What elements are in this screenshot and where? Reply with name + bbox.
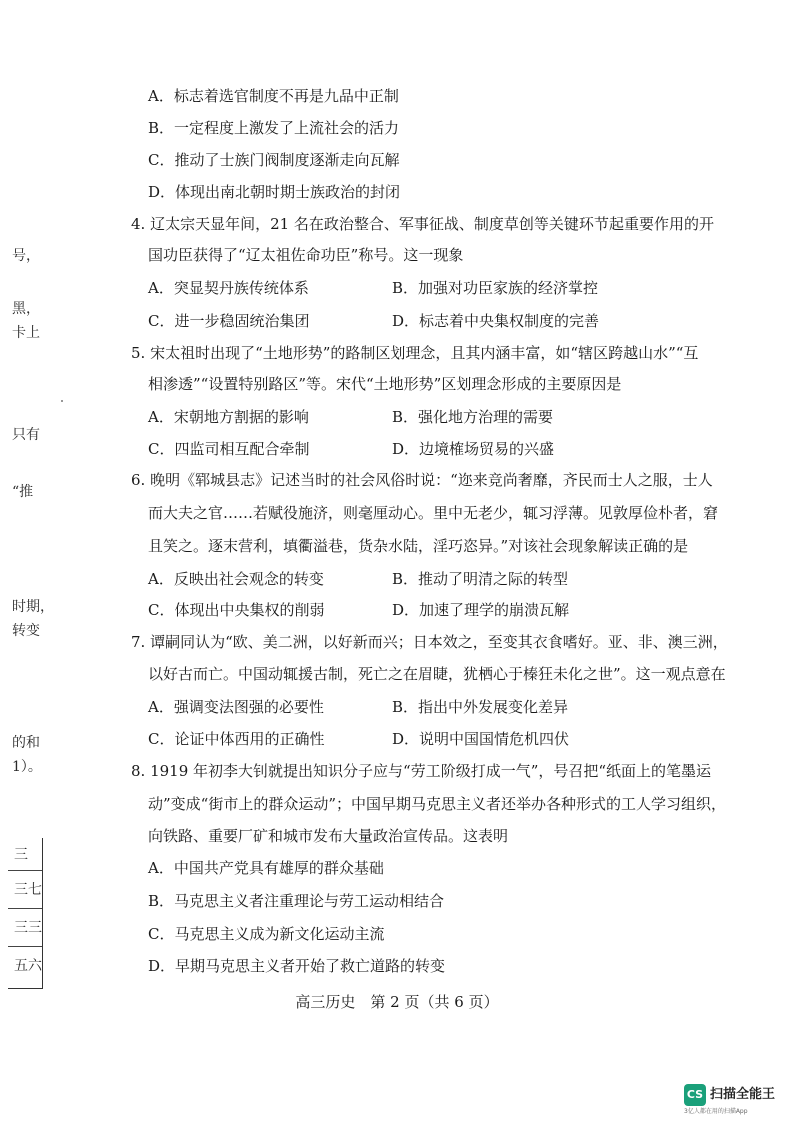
table-cell: 三三 (14, 920, 42, 936)
q6-option-b: B．推动了明清之际的转型 (392, 570, 569, 588)
q7-stem-line: 7. 谭嗣同认为“欧、美二洲，以好新而兴；日本效之，至变其衣食嗜好。亚、非、澳三洲， (131, 633, 728, 651)
q7-option-c: C．论证中体西用的正确性 (148, 730, 325, 748)
camscanner-logo-icon: CS (684, 1084, 706, 1106)
q5-stem-line: 5. 宋太祖时出现了“土地形势”的路制区划理念，且其内涵丰富，如“辖区跨越山水”“互 (131, 344, 699, 362)
margin-fragment: 黑， (12, 301, 40, 317)
q4-option-b: B．加强对功臣家族的经济掌控 (392, 279, 599, 297)
q3-option-a: A．标志着选官制度不再是九品中正制 (148, 87, 399, 105)
page-footer: 高三历史 第 2 页（共 6 页） (295, 993, 499, 1011)
q8-stem-line: 8. 1919 年初李大钊就提出知识分子应与“劳工阶级打成一气”，号召把“纸面上的笔墨运 (131, 762, 712, 780)
table-rule (8, 870, 42, 871)
q4-stem-line: 国功臣获得了“辽太祖佐命功臣”称号。这一现象 (148, 246, 464, 264)
table-rule (8, 946, 42, 947)
margin-fragment: “推 (12, 484, 34, 500)
q3-option-c: C．推动了士族门阀制度逐渐走向瓦解 (148, 151, 400, 169)
q5-option-d: D．边境榷场贸易的兴盛 (392, 440, 555, 458)
q8-option-d: D．早期马克思主义者开始了救亡道路的转变 (148, 957, 446, 975)
margin-table-fragment (8, 838, 43, 989)
q6-stem-line: 而大夫之官……若赋役施济，则毫厘动心。里中无老少，辄习浮薄。见敦厚俭朴者，窘 (148, 504, 719, 522)
q8-stem-line: 向铁路、重要厂矿和城市发布大量政治宣传品。这表明 (148, 827, 509, 845)
q7-option-a: A．强调变法图强的必要性 (148, 698, 324, 716)
q4-stem-line: 4. 辽太宗天显年间，21 名在政治整合、军事征战、制度草创等关键环节起重要作用的开 (131, 215, 714, 233)
q4-option-c: C．进一步稳固统治集团 (148, 312, 310, 330)
scanner-badge (684, 1084, 790, 1120)
q3-option-b: B．一定程度上激发了上流社会的活力 (148, 119, 400, 137)
table-cell: 三七 (14, 882, 42, 898)
margin-fragment: 号， (12, 248, 40, 264)
q8-option-b: B．马克思主义者注重理论与劳工运动相结合 (148, 892, 445, 910)
table-rule (8, 908, 42, 909)
q5-stem-line: 相渗透”“设置特别路区”等。宋代“土地形势”区划理念形成的主要原因是 (148, 375, 622, 393)
scan-speck (61, 400, 63, 402)
margin-fragment: 卡上 (12, 325, 40, 341)
q8-stem-line: 动”变成“街市上的群众运动”；中国早期马克思主义者还举办各种形式的工人学习组织， (148, 795, 727, 813)
q6-stem-line: 且笑之。逐末营利，填衢溢巷，货杂水陆，淫巧恣异。”对该社会现象解读正确的是 (148, 537, 689, 555)
q6-option-d: D．加速了理学的崩溃瓦解 (392, 601, 570, 619)
q6-option-c: C．体现出中央集权的削弱 (148, 601, 325, 619)
q5-option-b: B．强化地方治理的需要 (392, 408, 554, 426)
margin-fragment: 转变 (12, 623, 40, 639)
scanner-tagline: 3亿人都在用的扫描App (684, 1108, 748, 1115)
table-cell: 五六 (14, 958, 42, 974)
q4-option-a: A．突显契丹族传统体系 (148, 279, 309, 297)
q7-option-b: B．指出中外发展变化差异 (392, 698, 569, 716)
table-cell: 三 (14, 847, 28, 863)
scanner-brand-name: 扫描全能王 (710, 1087, 776, 1102)
q4-option-d: D．标志着中央集权制度的完善 (392, 312, 600, 330)
q8-option-a: A．中国共产党具有雄厚的群众基础 (148, 859, 384, 877)
q5-option-a: A．宋朝地方割据的影响 (148, 408, 309, 426)
q6-option-a: A．反映出社会观念的转变 (148, 570, 324, 588)
margin-fragment: 时期， (12, 599, 54, 615)
q5-option-c: C．四监司相互配合牵制 (148, 440, 310, 458)
margin-fragment: 1）。 (12, 759, 42, 775)
q7-option-d: D．说明中国国情危机四伏 (392, 730, 570, 748)
q8-option-c: C．马克思主义成为新文化运动主流 (148, 925, 385, 943)
q7-stem-line: 以好古而亡。中国动辄援古制，死亡之在眉睫，犹栖心于榛狂未化之世”。这一观点意在 (148, 665, 726, 683)
q3-option-d: D．体现出南北朝时期士族政治的封闭 (148, 183, 401, 201)
margin-fragment: 只有 (12, 427, 40, 443)
margin-fragment: 的和 (12, 735, 40, 751)
q6-stem-line: 6. 晚明《郓城县志》记述当时的社会风俗时说：“迩来竞尚奢靡，齐民而士人之服，士人 (131, 471, 713, 489)
